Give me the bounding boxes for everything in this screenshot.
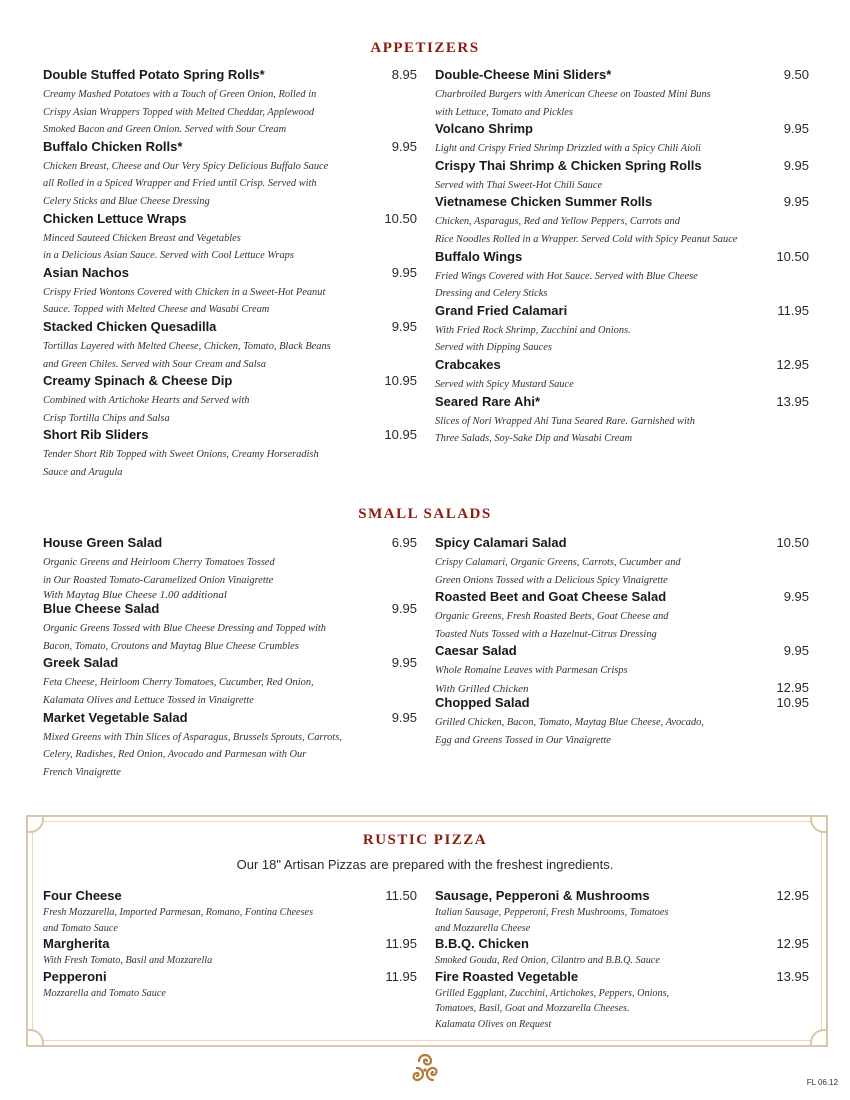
pizza-intro: Our 18" Artisan Pizzas are prepared with the freshest ingredients. bbox=[236, 857, 614, 872]
menu-item bbox=[43, 67, 417, 139]
menu-item bbox=[435, 121, 809, 158]
item-price: 11.50 bbox=[385, 888, 417, 903]
item-name: Roasted Beet and Goat Cheese Salad bbox=[435, 589, 667, 605]
item-name: Seared Rare Ahi* bbox=[435, 393, 541, 409]
item-price: 10.95 bbox=[384, 427, 417, 443]
item-description: Organic Greens and Heirloom Cherry Tomatoes Tossed in Our Roasted Tomato-Caramelized Onion Vinaigrette bbox=[43, 557, 275, 586]
item-name: B.B.Q. Chicken bbox=[435, 936, 529, 951]
item-price: 12.95 bbox=[776, 936, 809, 951]
item-name: Spicy Calamari Salad bbox=[435, 535, 567, 550]
menu-item bbox=[43, 373, 417, 427]
appetizers-left-column bbox=[43, 67, 417, 482]
item-price: 9.95 bbox=[391, 138, 417, 154]
frame-corner bbox=[810, 815, 828, 833]
item-price: 9.50 bbox=[783, 67, 809, 82]
item-addon bbox=[43, 589, 417, 601]
item-price: 8.95 bbox=[391, 67, 417, 82]
addon-text: With Maytag Blue Cheese 1.00 additional bbox=[43, 589, 227, 602]
item-name: Margherita bbox=[43, 936, 110, 951]
item-description: Feta Cheese, Heirloom Cherry Tomatoes, Cucumber, Red Onion, Kalamata Olives and Lettuce Tossed in Vinaigrette bbox=[43, 677, 314, 706]
menu-item bbox=[43, 211, 417, 265]
item-description: Slices of Nori Wrapped Ahi Tuna Seared Rare. Garnished with Three Salads, Soy-Sake Dip and Wasabi Cream bbox=[435, 415, 695, 445]
menu-item bbox=[435, 695, 809, 749]
item-description: With Fried Rock Shrimp, Zucchini and Onions. Served with Dipping Sauces bbox=[435, 324, 631, 354]
item-name: Grand Fried Calamari bbox=[435, 302, 568, 318]
variant-price: 12.95 bbox=[776, 679, 809, 695]
menu-item bbox=[43, 427, 417, 481]
salads-left-column bbox=[43, 535, 417, 781]
menu-item bbox=[43, 139, 417, 211]
frame-corner bbox=[810, 1029, 828, 1047]
item-price: 9.95 bbox=[391, 601, 417, 617]
menu-item bbox=[43, 969, 417, 1002]
item-variant bbox=[435, 680, 809, 695]
item-price: 9.95 bbox=[783, 157, 809, 173]
menu-item bbox=[435, 357, 809, 394]
item-description: Served with Thai Sweet-Hot Chili Sauce bbox=[435, 179, 603, 191]
menu-item bbox=[435, 249, 809, 303]
item-description: Tortillas Layered with Melted Cheese, Chicken, Tomato, Black Beans and Green Chiles. Served with Sour Cream and Salsa bbox=[43, 340, 331, 370]
item-name: Crispy Thai Shrimp & Chicken Spring Rolls bbox=[435, 157, 702, 173]
item-name: Greek Salad bbox=[43, 655, 119, 671]
frame-corner bbox=[26, 1029, 44, 1047]
item-price: 9.95 bbox=[783, 121, 809, 137]
item-description: Smoked Gouda, Red Onion, Cilantro and B.B.Q. Sauce bbox=[435, 955, 660, 966]
item-description: Crispy Calamari, Organic Greens, Carrots, Cucumber and Green Onions Tossed with a Delicious Spicy Vinaigrette bbox=[435, 557, 681, 586]
item-price: 12.95 bbox=[776, 356, 809, 372]
menu-item bbox=[435, 589, 809, 643]
item-price: 11.95 bbox=[385, 968, 417, 984]
item-name: Pepperoni bbox=[43, 968, 107, 984]
item-price: 9.95 bbox=[783, 194, 809, 210]
footer-code: FL 06.12 bbox=[806, 1078, 838, 1087]
item-description: With Fresh Tomato, Basil and Mozzarella bbox=[43, 955, 213, 966]
item-name: Buffalo Chicken Rolls* bbox=[43, 138, 183, 154]
item-name: Buffalo Wings bbox=[435, 248, 523, 264]
item-name: House Green Salad bbox=[43, 535, 163, 550]
item-name: Stacked Chicken Quesadilla bbox=[43, 318, 217, 334]
menu-item bbox=[435, 643, 809, 695]
item-price: 10.50 bbox=[776, 248, 809, 264]
item-name: Fire Roasted Vegetable bbox=[435, 968, 579, 984]
item-price: 10.95 bbox=[776, 694, 809, 710]
item-price: 10.50 bbox=[776, 535, 809, 550]
item-price: 11.95 bbox=[385, 936, 417, 951]
item-description: Chicken, Asparagus, Red and Yellow Peppers, Carrots and Rice Noodles Rolled in a Wrapper. Served Cold with Spicy Peanut Sauce bbox=[435, 216, 738, 245]
item-description: Chicken Breast, Cheese and Our Very Spicy Delicious Buffalo Sauce all Rolled in a Spiced Wrapper and Fried until Crisp. Served with Celery Sticks and Blue Cheese Dressing bbox=[43, 160, 329, 207]
menu-item bbox=[43, 655, 417, 709]
pizza-right-column bbox=[435, 888, 809, 1032]
item-description: Creamy Mashed Potatoes with a Touch of Green Onion, Rolled in Crispy Asian Wrappers Topped with Melted Cheddar, Applewood Smoked Bacon and Green Onion. Served with Sour Cream bbox=[43, 89, 317, 136]
menu-item bbox=[435, 535, 809, 589]
item-description: Fresh Mozzarella, Imported Parmesan, Romano, Fontina Cheeses and Tomato Sauce bbox=[43, 907, 314, 934]
item-description: Organic Greens, Fresh Roasted Beets, Goat Cheese and Toasted Nuts Tossed with a Hazelnut-Citrus Dressing bbox=[435, 611, 669, 640]
item-name: Sausage, Pepperoni & Mushrooms bbox=[435, 888, 650, 903]
menu-item bbox=[43, 265, 417, 319]
menu-item bbox=[435, 158, 809, 195]
appetizers-right-column bbox=[435, 67, 809, 448]
menu-item bbox=[435, 969, 809, 1033]
item-price: 10.95 bbox=[384, 373, 417, 389]
item-price: 9.95 bbox=[391, 264, 417, 280]
item-price: 9.95 bbox=[783, 589, 809, 605]
item-price: 12.95 bbox=[776, 888, 809, 903]
item-name: Short Rib Sliders bbox=[43, 427, 149, 443]
item-price: 11.95 bbox=[777, 302, 809, 318]
item-description: Minced Sauteed Chicken Breast and Vegetables in a Delicious Asian Sauce. Served with Cool Lettuce Wraps bbox=[43, 232, 294, 262]
item-name: Chicken Lettuce Wraps bbox=[43, 210, 187, 226]
item-name: Double Stuffed Potato Spring Rolls* bbox=[43, 67, 265, 82]
item-price: 13.95 bbox=[776, 393, 809, 409]
menu-item bbox=[43, 535, 417, 601]
item-name: Caesar Salad bbox=[435, 643, 517, 659]
item-price: 6.95 bbox=[391, 535, 417, 550]
item-description: Grilled Eggplant, Zucchini, Artichokes, Peppers, Onions, Tomatoes, Basil, Goat and Mozzarella Cheeses. Kalamata Olives on Request bbox=[435, 987, 670, 1030]
item-name: Double-Cheese Mini Sliders* bbox=[435, 67, 612, 82]
item-description: Fried Wings Covered with Hot Sauce. Served with Blue Cheese Dressing and Celery Sticks bbox=[435, 270, 698, 300]
menu-item bbox=[43, 888, 417, 936]
item-price: 10.50 bbox=[384, 210, 417, 226]
triskele-logo-icon bbox=[406, 1050, 444, 1086]
menu-item bbox=[435, 936, 809, 969]
item-name: Creamy Spinach & Cheese Dip bbox=[43, 373, 233, 389]
item-description: Tender Short Rib Topped with Sweet Onions, Creamy Horseradish Sauce and Arugula bbox=[43, 449, 319, 478]
item-description: Served with Spicy Mustard Sauce bbox=[435, 378, 574, 390]
item-name: Market Vegetable Salad bbox=[43, 709, 188, 725]
menu-item bbox=[43, 601, 417, 655]
item-name: Blue Cheese Salad bbox=[43, 601, 160, 617]
item-description: Grilled Chicken, Bacon, Tomato, Maytag Blue Cheese, Avocado, Egg and Greens Tossed in Our Vinaigrette bbox=[435, 716, 704, 746]
item-price: 9.95 bbox=[391, 709, 417, 725]
menu-item bbox=[435, 303, 809, 357]
item-name: Asian Nachos bbox=[43, 264, 129, 280]
item-description: Italian Sausage, Pepperoni, Fresh Mushrooms, Tomatoes and Mozzarella Cheese bbox=[435, 907, 669, 934]
item-name: Chopped Salad bbox=[435, 694, 530, 710]
menu-item bbox=[43, 710, 417, 782]
item-description: Mixed Greens with Thin Slices of Asparagus, Brussels Sprouts, Carrots, Celery, Radishes, Red Onion, Avocado and Parmesan with Our French Vinaigrette bbox=[43, 731, 342, 778]
item-description: Light and Crispy Fried Shrimp Drizzled with a Spicy Chili Aioli bbox=[435, 143, 701, 155]
item-name: Crabcakes bbox=[435, 356, 501, 372]
item-name: Four Cheese bbox=[43, 888, 122, 903]
menu-item bbox=[435, 67, 809, 121]
item-description: Mozzarella and Tomato Sauce bbox=[43, 987, 166, 999]
menu-item bbox=[435, 394, 809, 448]
salads-right-column bbox=[435, 535, 809, 749]
item-description: Crispy Fried Wontons Covered with Chicken in a Sweet-Hot Peanut Sauce. Topped with Melted Cheese and Wasabi Cream bbox=[43, 286, 326, 316]
menu-item bbox=[43, 936, 417, 969]
menu-item bbox=[43, 319, 417, 373]
item-name: Volcano Shrimp bbox=[435, 121, 533, 137]
item-description: Combined with Artichoke Hearts and Served with Crisp Tortilla Chips and Salsa bbox=[43, 395, 250, 424]
item-price: 13.95 bbox=[776, 968, 809, 984]
item-description: Organic Greens Tossed with Blue Cheese Dressing and Topped with Bacon, Tomato, Croutons and Maytag Blue Cheese Crumbles bbox=[43, 623, 326, 652]
variant-text: With Grilled Chicken bbox=[435, 682, 529, 695]
item-description: Charbroiled Burgers with American Cheese on Toasted Mini Buns with Lettuce, Tomato and Pickles bbox=[435, 89, 711, 118]
menu-item bbox=[435, 194, 809, 248]
frame-corner bbox=[26, 815, 44, 833]
rustic-pizza-title: RUSTIC PIZZA bbox=[362, 832, 488, 848]
appetizers-title: APPETIZERS bbox=[370, 40, 480, 56]
menu-item bbox=[435, 888, 809, 936]
item-name: Vietnamese Chicken Summer Rolls bbox=[435, 194, 653, 210]
pizza-left-column bbox=[43, 888, 417, 1001]
item-price: 9.95 bbox=[783, 643, 809, 659]
item-price: 9.95 bbox=[391, 318, 417, 334]
item-price: 9.95 bbox=[391, 655, 417, 671]
item-description: Whole Romaine Leaves with Parmesan Crisps bbox=[435, 665, 628, 677]
small-salads-title: SMALL SALADS bbox=[358, 506, 492, 522]
